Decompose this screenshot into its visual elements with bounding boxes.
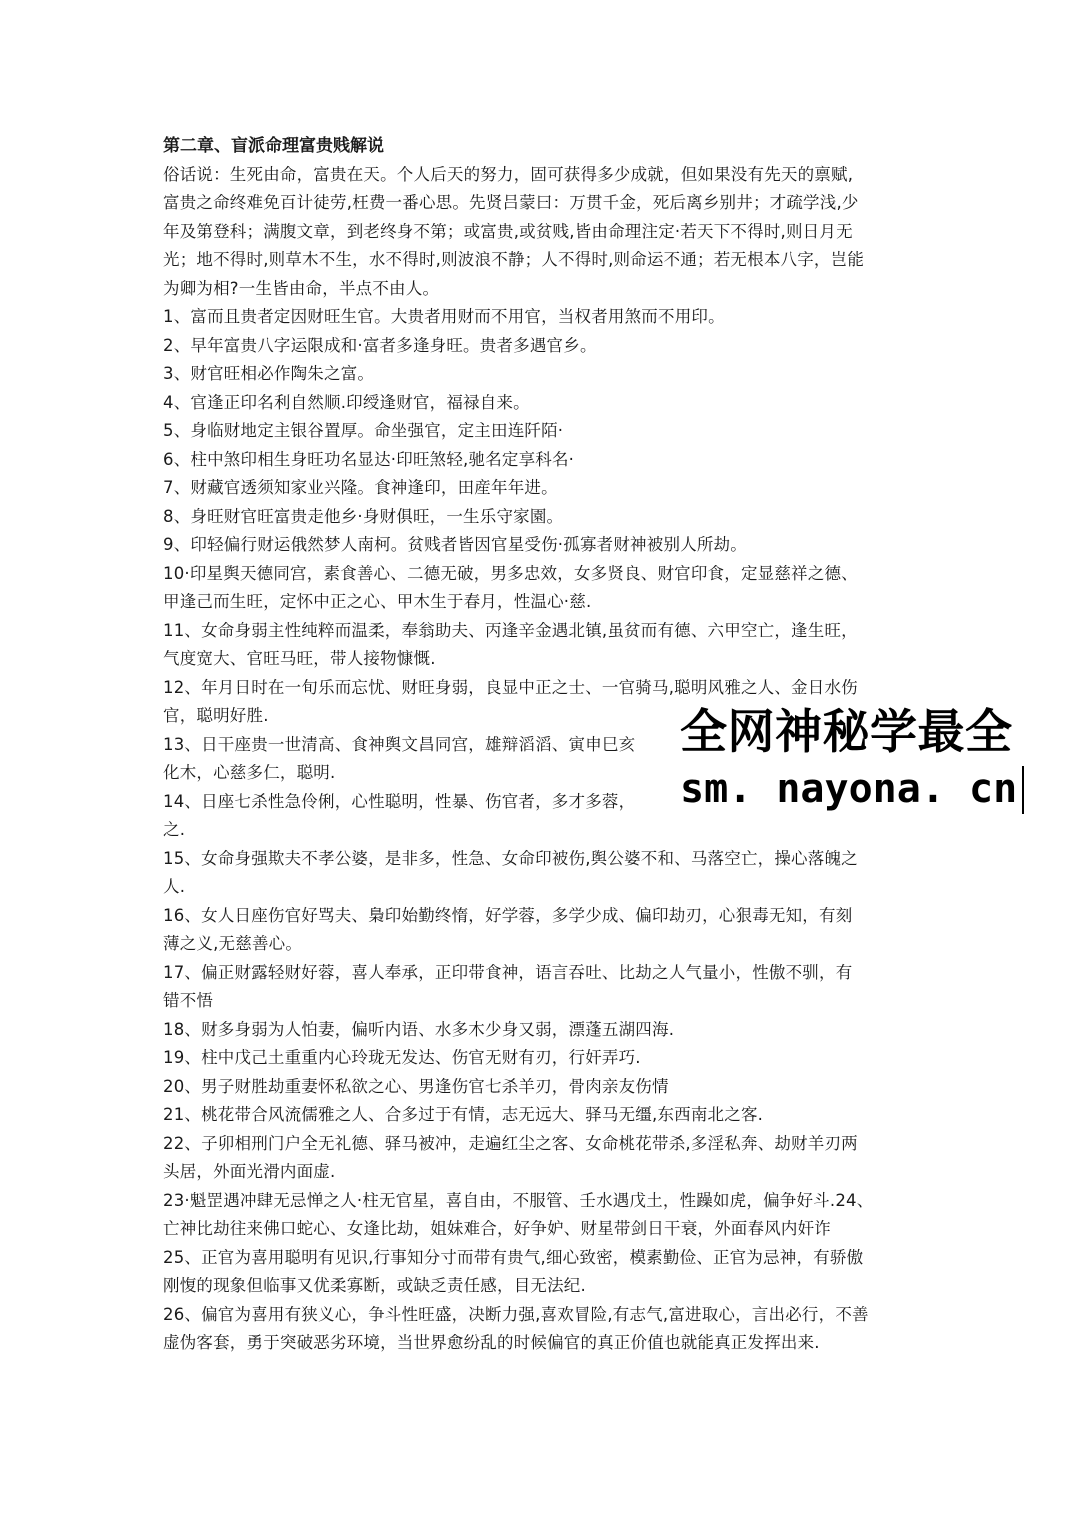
text-line: 为卿为相?一生皆由命，半点不由人。 [163,278,440,298]
text-line: 化木，心慈多仁，聪明. [163,763,336,782]
text-line: 年及第登科；满腹文章，到老终身不第；或富贵,或贫贱,皆由命理注定·若天下不得时,则日月无 [163,221,853,241]
text-line: 刚愎的现象但临事又优柔寡断，或缺乏责任感，目无法纪. [163,1276,586,1295]
text-line: 21、桃花带合风流儒雅之人、合多过于有情，志无远大、驿马无缰,东西南北之客. [163,1105,764,1124]
text-line: 10·印星舆天德同宫，素食善心、二德无破，男多忠效，女多贤良、财官印食，定显慈祥之德、 [163,563,858,583]
text-line: 8、身旺财官旺富贵走他乡·身财俱旺，一生乐守家園。 [163,506,564,526]
text-line: 虚伪客套，勇于突破恶劣环境，当世界愈纷乱的时候偏官的真正价值也就能真正发挥出来. [163,1333,820,1352]
text-line: 22、子卯相刑门户全无礼德、驿马被冲，走遍红尘之客、女命桃花带杀,多淫私奔、劫财羊刃两 [163,1133,858,1153]
text-line: 之. [163,820,186,839]
chapter-title: 第二章、盲派命理富贵贱解说 [163,136,384,156]
watermark-url: sm. nayona. cn [680,766,1018,812]
text-line: 7、财藏官透须知家业兴隆。食神逢印，田産年年进。 [163,478,558,497]
text-line: 25、正官为喜用聪明有见识,行事知分寸而带有贵气,细心致密，模素勤俭、正官为忌神，有骄傲 [163,1247,864,1267]
text-line: 亡神比劫往来佛口蛇心、女逢比劫，姐妹难合，好争妒、财星带剑日干衰，外面春风内奸诈 [163,1219,831,1238]
text-line: 5、身临财地定主银谷置厚。命坐强官，定主田连阡陌· [163,421,564,440]
watermark-title: 全网神秘学最全 [680,705,1013,760]
text-line: 19、柱中戊己土重重内心玲珑无发达、伤官无财有刃，行奸弄巧. [163,1048,641,1067]
text-line: 9、印轻偏行财运俄然梦人南柯。贫贱者皆因官星受伤·孤寡者财神被别人所劫。 [163,535,747,554]
text-line: 20、男子财胜劫重妻怀私欲之心、男逢伤官七杀羊刃，骨肉亲友伤情 [163,1076,669,1096]
text-line: 人. [163,877,186,896]
text-line: 16、女人日座伤官好骂夫、梟印始勤终惰，好学蓉，多学少成、偏印劫刃，心狠毒无知，有刻 [163,905,853,925]
text-line: 6、柱中煞印相生身旺功名显达·印旺煞轻,驰名定享科名· [163,449,575,469]
text-line: 12、年月日时在一旬乐而忘忧、财旺身弱，良显中正之士、一官骑马,聪明风雅之人、金日水伤 [163,677,858,697]
text-line: 甲逢己而生旺，定怀中正之心、甲木生于春月，性温心·慈. [163,592,592,611]
text-line: 15、女命身强欺夫不孝公婆，是非多，性急、女命印被伤,舆公婆不和、马落空亡，操心落魄之 [163,848,858,868]
watermark-overlay [676,702,1080,816]
text-line: 23·魁罡遇冲肆无忌惮之人·柱无官星，喜自由，不服管、壬水遇戊土，性躁如虎，偏争好斗.24、 [163,1190,874,1210]
text-line: 俗话说：生死由命，富贵在天。个人后天的努力，固可获得多少成就，但如果没有先天的禀赋, [163,164,854,184]
text-line: 3、财官旺相必作陶朱之富。 [163,364,375,383]
text-line: 11、女命身弱主性纯粹而温柔，奉翁助夫、丙逢辛金遇北镇,虽贫而有德、六甲空亡，逢生旺， [163,620,858,640]
text-line: 官，聪明好胜. [163,706,269,725]
text-line: 18、财多身弱为人怕妻，偏听内语、水多木少身又弱，漂蓬五湖四海. [163,1019,675,1039]
text-line: 26、偏官为喜用有狭义心，争斗性旺盛，决断力强,喜欢冒险,有志气,富进取心，言出必行，不善 [163,1304,869,1324]
text-cursor [1022,766,1024,814]
text-line: 错不悟 [163,991,214,1010]
text-line: 13、日干座贵一世清高、食神舆文昌同宫，雄辩滔滔、寅申巳亥 [163,734,636,754]
text-line: 17、偏正财露轻财好蓉，喜人奉承，正印带食神，语言吞吐、比劫之人气量小，性傲不驯，有 [163,962,853,982]
text-line: 头居，外面光滑内面虚. [163,1162,336,1181]
text-line: 1、富而且贵者定因财旺生官。大贵者用财而不用官，当权者用煞而不用印。 [163,307,725,326]
text-line: 4、官逢正印名利自然顺.印绶逢财官，福禄自来。 [163,392,530,412]
text-line: 光；地不得时,则草木不生，水不得时,则波浪不静；人不得时,则命运不通；若无根本八字，岂能 [163,250,865,269]
text-line: 薄之义,无慈善心。 [163,934,303,953]
text-line: 14、日座七杀性急伶俐，心性聪明，性暴、伤官者，多才多蓉， [163,791,636,811]
text-line: 2、早年富贵八字运限成和·富者多逢身旺。贵者多遇官乡。 [163,335,597,355]
text-line: 气度宽大、官旺马旺，带人接物慷慨. [163,649,436,668]
text-line: 富贵之命终难免百计徒劳,枉费一番心思。先贤吕蒙曰：万贯千金，死后离乡别井；才疏学浅,少 [163,193,859,212]
